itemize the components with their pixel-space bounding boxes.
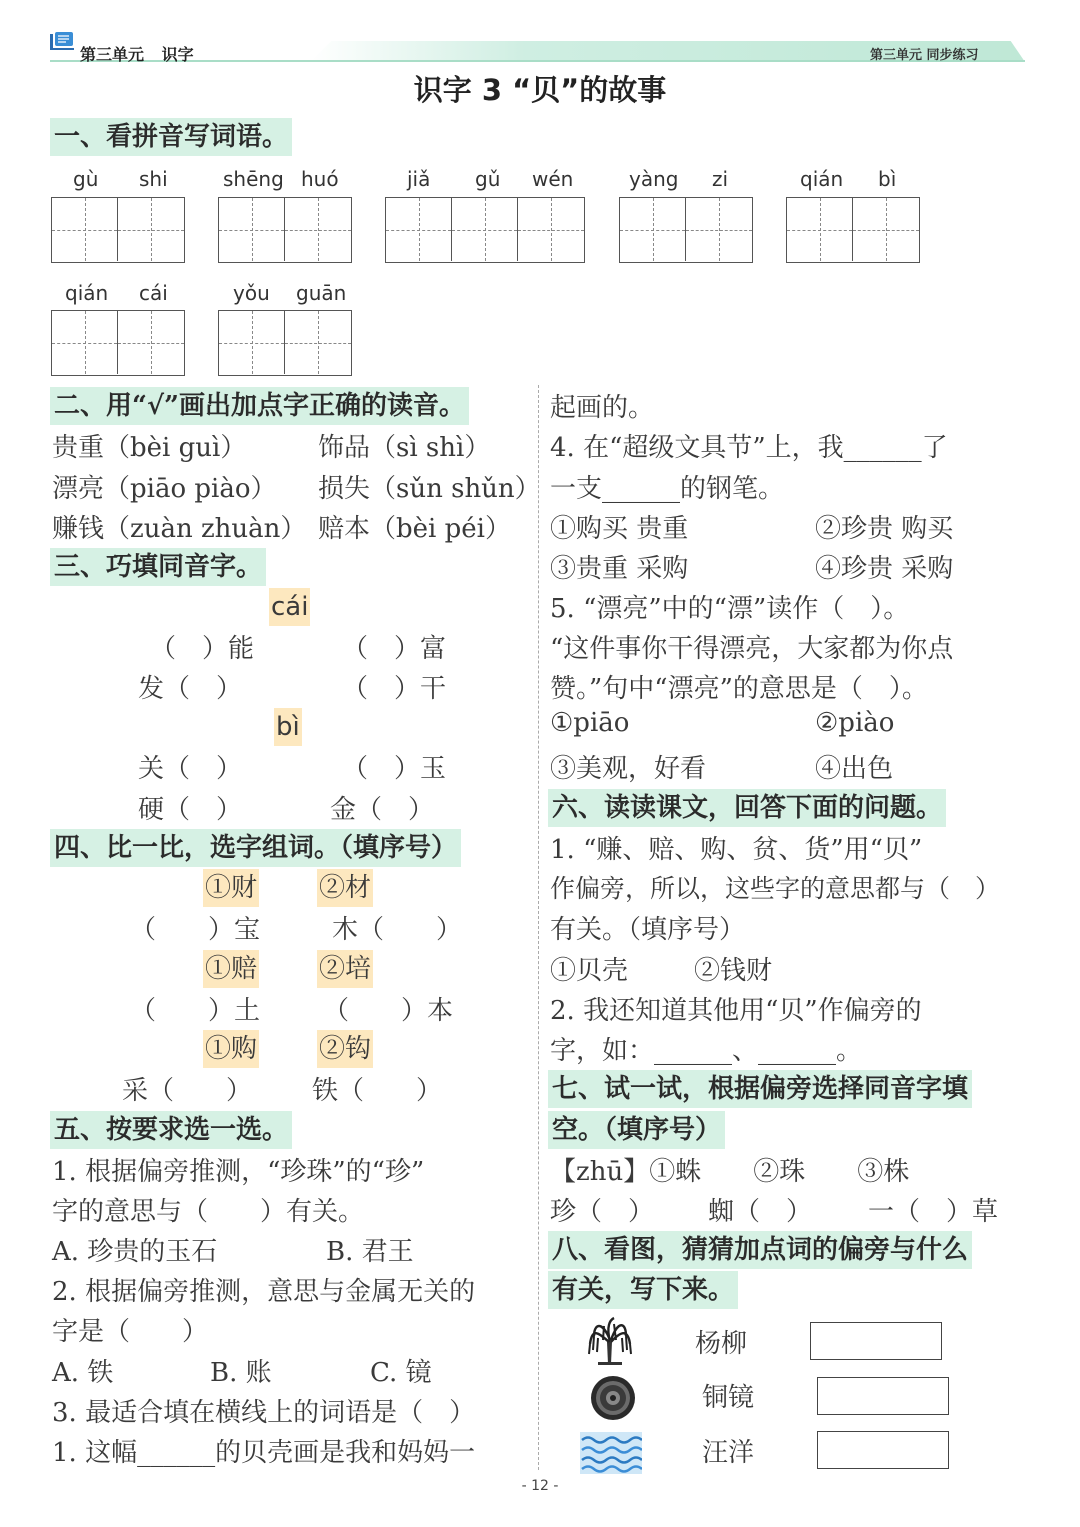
section-1-heading: 一、看拼音写词语。 — [50, 118, 292, 156]
pinyin: zi — [712, 167, 729, 191]
section-6-heading: 六、读读课文，回答下面的问题。 — [548, 789, 946, 827]
writing-grid[interactable] — [51, 310, 185, 376]
word-blank: 木（ ） — [332, 915, 463, 945]
question-text: 1. 根据偏旁推测，“珍珠”的“珍” — [52, 1157, 425, 1187]
option: ①piāo — [550, 708, 630, 738]
writing-grid[interactable] — [218, 310, 352, 376]
char-option: ①赔 — [203, 950, 259, 988]
homophone-blank: （ ）富 — [342, 634, 447, 664]
answer-box[interactable] — [810, 1322, 942, 1360]
willow-tree-icon — [584, 1314, 636, 1366]
question-text: 字，如：______、______。 — [550, 1036, 863, 1066]
pinyin: gǔ — [475, 167, 501, 191]
column-divider — [538, 385, 539, 1470]
pinyin-bi: bì — [274, 708, 302, 746]
pinyin: shēng — [223, 167, 284, 191]
section-8-heading: 八、看图，猜猜加点词的偏旁与什么 — [548, 1231, 972, 1269]
word-blank: （ ）宝 — [130, 915, 261, 945]
reading-item: 赔本（bèi péi） — [318, 514, 511, 544]
option: ④珍贵 采购 — [815, 554, 954, 584]
fill-blank: 蜘（ ） — [708, 1197, 813, 1227]
section-3-heading: 三、巧填同音字。 — [50, 548, 266, 586]
question-text: 起画的。 — [550, 393, 655, 423]
option: ③美观，好看 — [550, 754, 707, 784]
pinyin: yàng — [629, 167, 679, 191]
pinyin: wén — [532, 167, 574, 191]
section-7-heading-cont: 空。（填序号） — [548, 1111, 725, 1149]
homophone-blank: （ ）能 — [150, 634, 255, 664]
word-blank: 铁（ ） — [312, 1076, 443, 1106]
pinyin: qián — [800, 167, 844, 191]
question-text: 赞。”句中“漂亮”的意思是（ ）。 — [550, 674, 928, 704]
writing-grid[interactable] — [619, 197, 753, 263]
option: ④出色 — [815, 754, 894, 784]
option-a: A. 珍贵的玉石 — [52, 1237, 218, 1267]
book-icon — [48, 30, 78, 54]
header-unit: 第三单元 识字 — [80, 45, 194, 64]
pinyin-cai: cái — [269, 588, 310, 626]
reading-item: 贵重（bèi guì） — [52, 433, 247, 463]
word-blank: （ ）土 — [130, 996, 261, 1026]
answer-box[interactable] — [817, 1431, 949, 1469]
reading-item: 饰品（sì shì） — [318, 433, 491, 463]
page-number: - 12 - — [521, 1478, 559, 1494]
question-text: 1. 这幅______的贝壳画是我和妈妈一 — [52, 1438, 476, 1468]
option: ③贵重 采购 — [550, 554, 689, 584]
section-5-heading: 五、按要求选一选。 — [50, 1111, 292, 1149]
picture-word: 杨柳 — [695, 1329, 748, 1359]
homophone-blank: 金（ ） — [330, 795, 435, 825]
ocean-waves-icon — [580, 1432, 642, 1474]
reading-item: 损失（sǔn shǔn） — [318, 474, 541, 504]
section-7-heading: 七、试一试，根据偏旁选择同音字填 — [548, 1070, 972, 1108]
question-text: 一支______的钢笔。 — [550, 474, 785, 504]
fill-blank: 一（ ）草 — [868, 1197, 999, 1227]
pinyin: yǒu — [233, 281, 270, 305]
homophone-blank: 发（ ） — [138, 674, 243, 704]
option: ①购买 贵重 — [550, 514, 689, 544]
page-title: 识字 3 “贝”的故事 — [413, 73, 667, 107]
answer-box[interactable] — [817, 1377, 949, 1415]
section-2-heading: 二、用“√”画出加点字正确的读音。 — [50, 387, 469, 425]
char-option: ①购 — [203, 1030, 259, 1068]
word-blank: （ ）本 — [323, 996, 454, 1026]
question-text: “这件事你干得漂亮，大家都为你点 — [550, 634, 954, 664]
pinyin: gù — [73, 167, 99, 191]
option-c: C. 镜 — [370, 1358, 432, 1388]
option-a: A. 铁 — [52, 1358, 114, 1388]
bronze-mirror-icon — [589, 1374, 637, 1422]
writing-grid[interactable] — [385, 197, 585, 263]
homophone-blank: 关（ ） — [138, 754, 243, 784]
option-b: B. 账 — [210, 1358, 272, 1388]
homophone-blank: （ ）干 — [342, 674, 447, 704]
char-option: ②钩 — [317, 1030, 373, 1068]
pinyin: jiǎ — [407, 167, 431, 191]
question-text: 字是（ ） — [52, 1317, 209, 1347]
pinyin: shi — [139, 167, 168, 191]
char-option: ②培 — [317, 950, 373, 988]
pinyin: bì — [878, 167, 897, 191]
picture-word: 汪洋 — [702, 1438, 755, 1468]
pinyin: qián — [65, 281, 109, 305]
char-option: ①财 — [203, 869, 259, 907]
pinyin: guān — [296, 281, 347, 305]
option: ①贝壳 — [550, 956, 629, 986]
word-blank: 采（ ） — [122, 1076, 253, 1106]
option: ②piào — [815, 708, 895, 738]
question-text: 字的意思与（ ）有关。 — [52, 1197, 365, 1227]
question-text: 3. 最适合填在横线上的词语是（ ） — [52, 1398, 476, 1428]
reading-item: 漂亮（piāo piào） — [52, 474, 277, 504]
question-text: 有关。（填序号） — [550, 915, 746, 945]
option-b: B. 君王 — [326, 1237, 414, 1267]
section-8-heading-cont: 有关，写下来。 — [548, 1271, 738, 1309]
question-text: 4. 在“超级文具节”上，我______了 — [550, 433, 948, 463]
option: ②珍贵 购买 — [815, 514, 954, 544]
writing-grid[interactable] — [51, 197, 185, 263]
pinyin: huó — [301, 167, 339, 191]
pinyin: cái — [139, 281, 168, 305]
question-text: 1. “赚、赔、购、贫、货”用“贝” — [550, 835, 923, 865]
question-text: 作偏旁，所以，这些字的意思都与（ ） — [550, 874, 1001, 903]
picture-word: 铜镜 — [702, 1383, 755, 1413]
header-practice: 第三单元 同步练习 — [870, 48, 979, 63]
homophone-blank: （ ）玉 — [342, 754, 447, 784]
section-4-heading: 四、比一比，选字组词。（填序号） — [50, 829, 461, 867]
question-text: 5. “漂亮”中的“漂”读作（ ）。 — [550, 594, 910, 624]
reading-item: 赚钱（zuàn zhuàn） — [52, 514, 307, 544]
writing-grid[interactable] — [786, 197, 920, 263]
question-text: 2. 我还知道其他用“贝”作偏旁的 — [550, 996, 922, 1026]
option: ②钱财 — [694, 956, 773, 986]
question-text: 2. 根据偏旁推测，意思与金属无关的 — [52, 1277, 476, 1307]
writing-grid[interactable] — [218, 197, 352, 263]
homophone-blank: 硬（ ） — [138, 795, 243, 825]
homophone-options: 【zhū】①蛛 ②珠 ③株 — [550, 1157, 910, 1187]
fill-blank: 珍（ ） — [550, 1197, 655, 1227]
char-option: ②材 — [317, 869, 373, 907]
